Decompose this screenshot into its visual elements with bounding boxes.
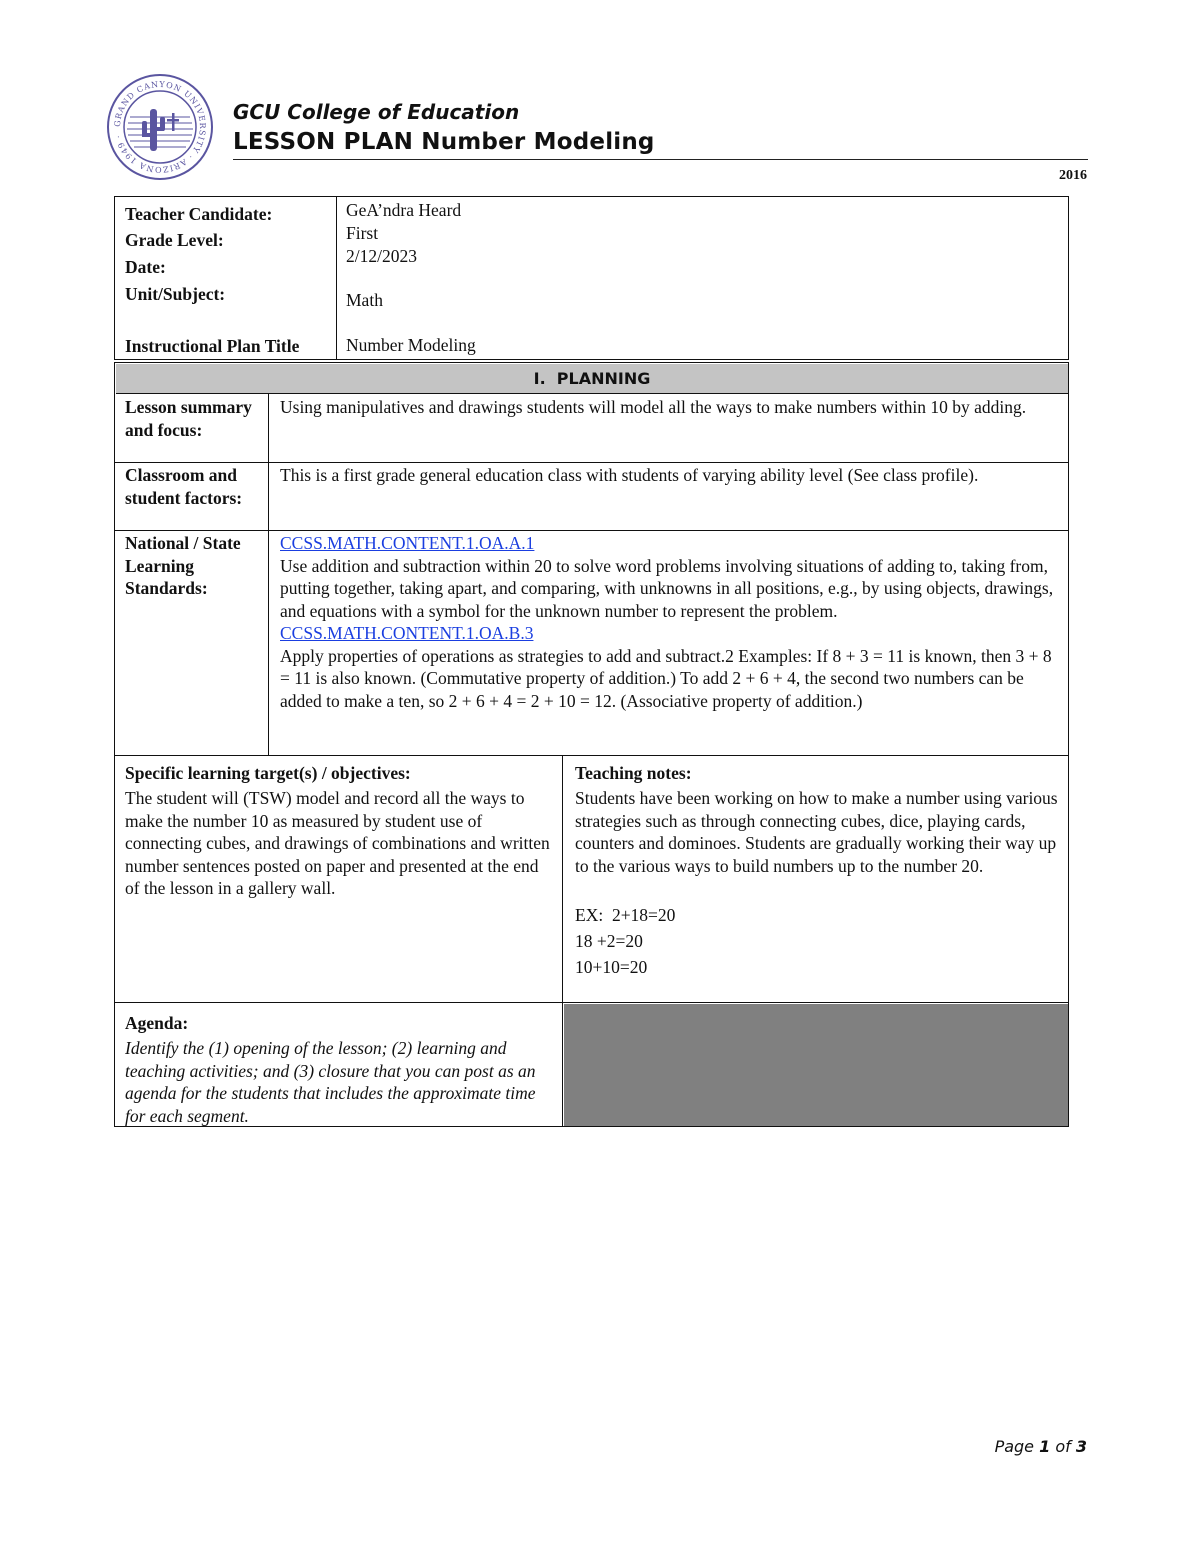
row-divider: [114, 755, 1069, 756]
year-label: 2016: [1059, 168, 1087, 183]
example-line: EX: 2+18=20: [575, 905, 676, 925]
standard-link-oa-b-3[interactable]: CCSS.MATH.CONTENT.1.OA.B.3: [280, 623, 534, 643]
standard-link-oa-a-1[interactable]: CCSS.MATH.CONTENT.1.OA.A.1: [280, 533, 535, 553]
label-objectives: Specific learning target(s) / objectives:: [125, 763, 411, 783]
svg-text:GRAND CANYON UNIVERSITY · ARIZ: GRAND CANYON UNIVERSITY · ARIZONA 1949 ·: [112, 79, 208, 175]
row-divider: [114, 462, 1069, 463]
value-plan-title: Number Modeling: [346, 335, 476, 355]
standards-content: [280, 532, 1060, 712]
standard-text-oa-a-1: Use addition and subtraction within 20 to solve word problems involving situations of adding to, taking from, putting together, taking apart, and comparing, with unknowns in all positions, e.g., by using objects, drawings, and equations with a symbol for the unknown number to represent the problem.: [280, 555, 1054, 621]
page-total: 3: [1075, 1437, 1087, 1456]
of-word: of: [1055, 1437, 1071, 1456]
college-name: GCU College of Education: [233, 100, 520, 124]
page-current: 1: [1039, 1437, 1051, 1456]
lesson-summary-text: Using manipulatives and drawings students will model all the ways to make numbers within 10 by adding.: [280, 397, 1027, 417]
shaded-cell: [564, 1004, 1068, 1126]
value-date: 2/12/2023: [346, 246, 417, 266]
row-divider: [114, 530, 1069, 531]
header-divider: [233, 159, 1088, 160]
label-grade-level: Grade Level:: [125, 230, 224, 250]
page-number: [995, 1437, 1087, 1456]
label-teacher-candidate: Teacher Candidate:: [125, 204, 273, 224]
agenda-instructions: Identify the (1) opening of the lesson; (2) learning and teaching activities; and (3) closure that you can post as an agenda for the students that includes the approximate time for each segment.: [125, 1038, 536, 1126]
label-learning-standards: National / State Learning Standards:: [125, 533, 241, 598]
university-seal: [106, 73, 214, 181]
label-date: Date:: [125, 257, 166, 277]
label-teaching-notes: Teaching notes:: [575, 763, 692, 783]
value-unit-subject: Math: [346, 290, 383, 310]
info-divider: [336, 196, 337, 360]
label-plan-title: Instructional Plan Title: [125, 336, 300, 356]
value-grade-level: First: [346, 223, 379, 243]
label-agenda: Agenda:: [125, 1013, 189, 1033]
column-divider: [268, 394, 269, 755]
label-unit-subject: Unit/Subject:: [125, 284, 226, 304]
teaching-notes-text: Students have been working on how to make a number using various strategies such as through connecting cubes, dice, playing cards, counters and dominoes. Students are gradually working their way up to the various ways to build numbers up to the number 20.: [575, 788, 1058, 876]
example-line: 18 +2=20: [575, 931, 643, 951]
value-teacher-candidate: GeA’ndra Heard: [346, 200, 462, 220]
lesson-plan-title: LESSON PLAN Number Modeling: [233, 129, 655, 155]
page-word: Page: [994, 1437, 1035, 1456]
standard-text-oa-b-3: Apply properties of operations as strategies to add and subtract.2 Examples: If 8 + 3 = 11 is known, then 3 + 8 = 11 is also known. (Commutative property of addition.) To add 2 + 6 + 4, the second two numbers can be added to make a ten, so 2 + 6 + 4 = 2 + 10 = 12. (Associative property of addition.): [280, 645, 1052, 711]
label-classroom-factors: Classroom and student factors:: [125, 465, 243, 508]
example-line: 10+10=20: [575, 957, 648, 977]
label-lesson-summary: Lesson summary and focus:: [125, 397, 252, 440]
objectives-text: The student will (TSW) model and record all the ways to make the number 10 as measured by student use of connecting cubes, and drawings of combinations and written number sentences posted on paper and presented at the end of the lesson in a gallery wall.: [125, 788, 550, 898]
classroom-factors-text: This is a first grade general education class with students of varying ability level (See class profile).: [280, 465, 979, 485]
planning-heading: I. PLANNING: [533, 369, 651, 388]
